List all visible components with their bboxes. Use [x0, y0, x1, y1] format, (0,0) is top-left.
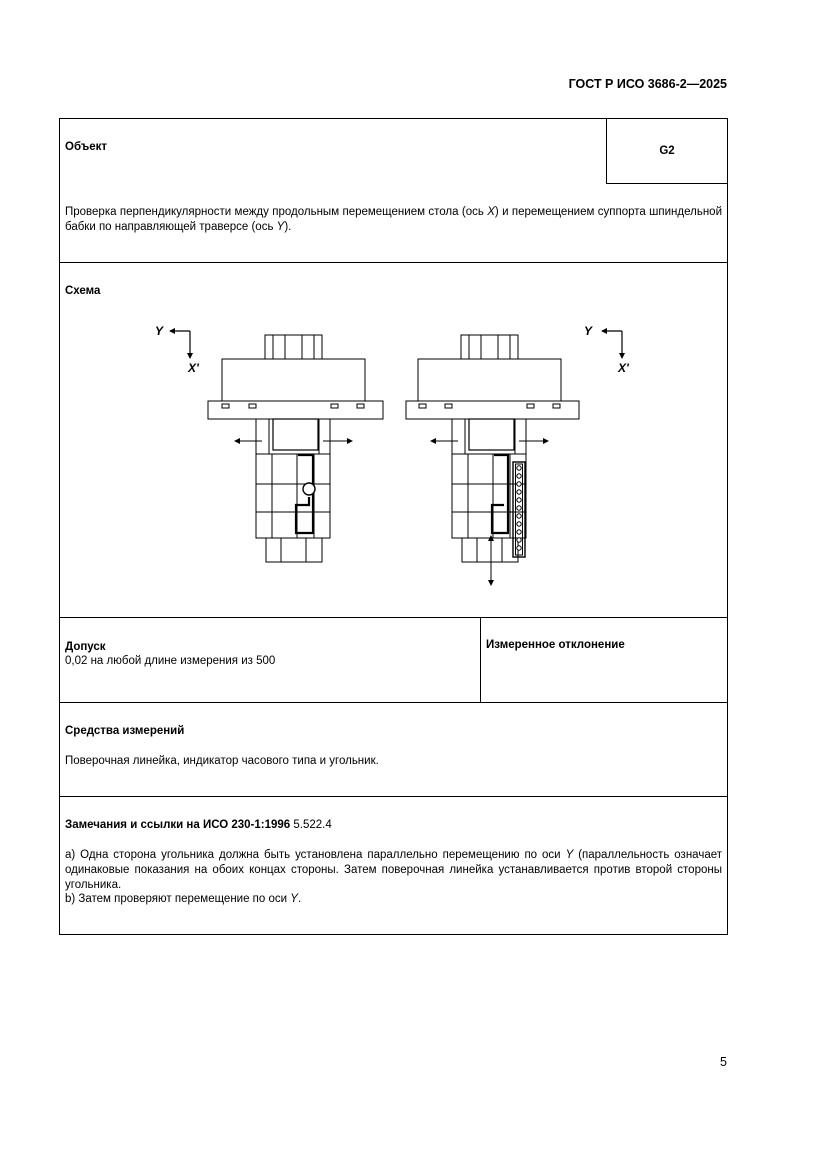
- measured-deviation-label: Измеренное отклонение: [486, 639, 625, 651]
- instruments-text: Поверочная линейка, индикатор часового типа и угольник.: [65, 755, 379, 767]
- right-machine-view: [406, 331, 622, 585]
- note-b: b) Затем проверяют перемещение по оси Y.: [65, 893, 302, 905]
- standard-designation: ГОСТ Р ИСО 3686-2—2025: [568, 77, 727, 91]
- tolerance-label: Допуск: [65, 641, 106, 653]
- object-description: Проверка перпендикулярности между продольным перемещением стола (ось X) и перемещением суппорта шпиндельной бабки по направляющей траверсе (ось Y).: [65, 206, 723, 233]
- test-code: G2: [659, 145, 675, 157]
- right-column-grid: [452, 454, 526, 538]
- left-dial-indicator: [303, 483, 315, 495]
- left-axis-indicator: [170, 331, 190, 358]
- left-axis-y-label: Y: [155, 324, 164, 338]
- instruments-label: Средства измерений: [65, 725, 185, 737]
- left-crossrail: [222, 359, 365, 401]
- right-square: [492, 455, 508, 533]
- object-label: Объект: [65, 141, 108, 153]
- note-a: a) Одна сторона угольника должна быть установлена параллельно перемещению по оси Y (параллельность означает одинаковые показания на обоих концах стороны. Затем поверочная линейка устанавливается против второй стороны угольника.: [65, 849, 722, 891]
- notes-heading: Замечания и ссылки на ИСО 230-1:1996 5.522.4: [65, 819, 332, 831]
- left-axis-x-label: X': [188, 361, 199, 375]
- right-axis-y-label: Y: [584, 324, 593, 338]
- left-machine-view: [170, 331, 383, 562]
- left-spindle-head: [265, 335, 322, 359]
- left-column-grid: [256, 454, 330, 538]
- right-axis-indicator: [602, 331, 622, 358]
- scheme-label: Схема: [65, 285, 101, 297]
- tolerance-value: 0,02 на любой длине измерения из 500: [65, 655, 276, 667]
- right-axis-x-label: X': [618, 361, 629, 375]
- page-number: 5: [720, 1055, 727, 1069]
- right-spindle-head: [461, 335, 518, 359]
- right-crossrail: [418, 359, 561, 401]
